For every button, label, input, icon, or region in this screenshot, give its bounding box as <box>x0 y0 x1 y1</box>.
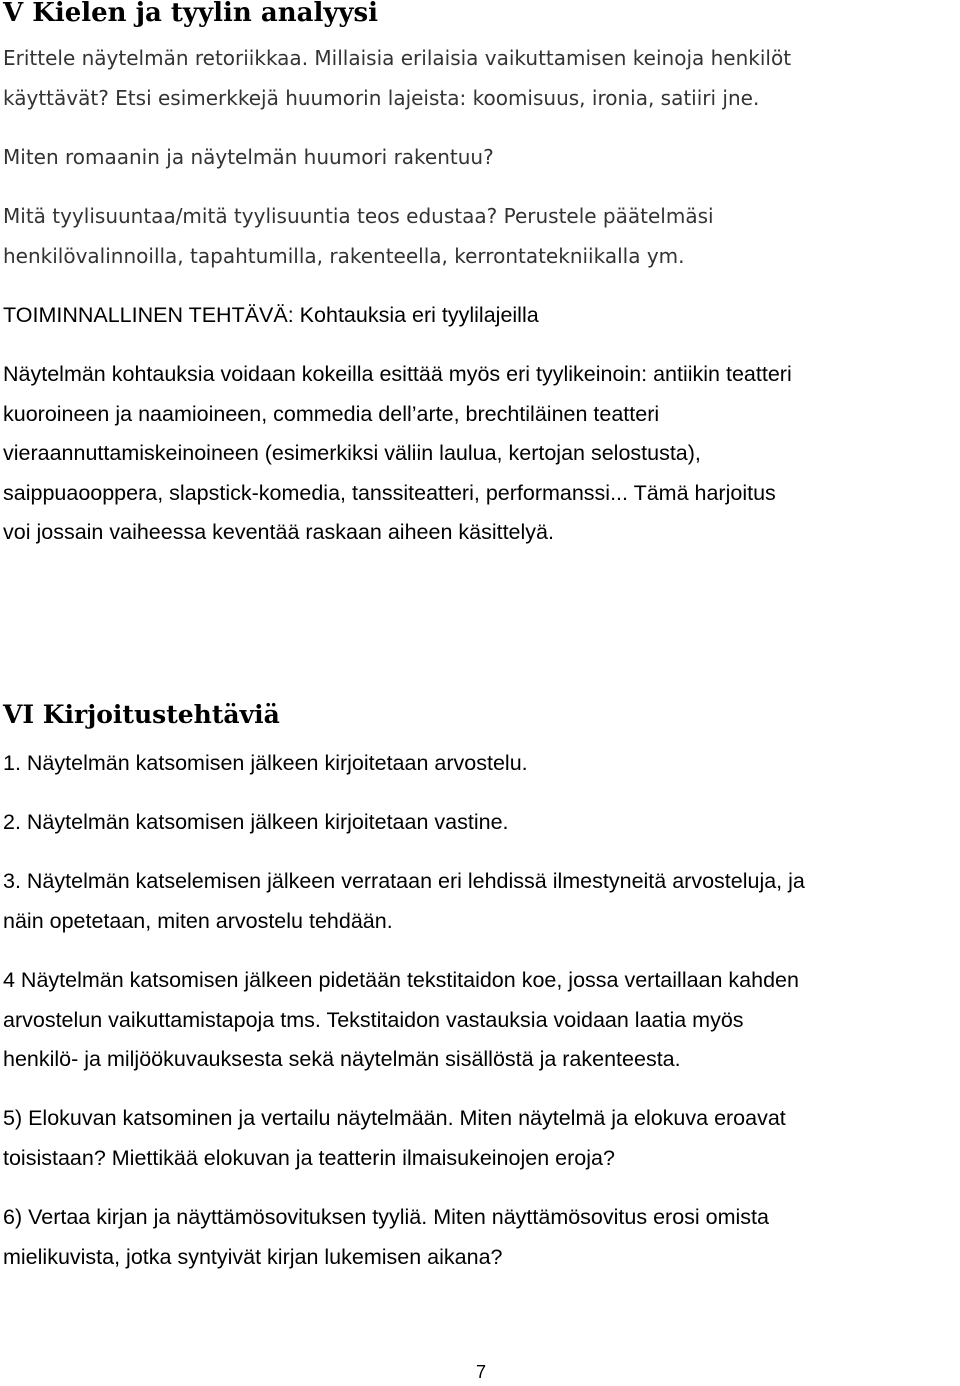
text-line: mielikuvista, jotka syntyivät kirjan lukemisen aikana? <box>3 1244 503 1269</box>
writing-task-2 <box>3 803 960 843</box>
writing-task-3 <box>3 862 960 941</box>
page-number: 7 <box>476 1362 487 1382</box>
writing-task-1 <box>3 744 960 784</box>
section-5-paragraph-rhetoric <box>3 38 960 118</box>
section-5-paragraph-style <box>3 196 960 276</box>
text-line: toisistaan? Miettikää elokuvan ja teatterin ilmaisukeinojen eroja? <box>3 1145 615 1170</box>
section-5-paragraph-humor <box>3 137 960 177</box>
text-line: 5) Elokuvan katsominen ja vertailu näytelmään. Miten näytelmä ja elokuva eroavat <box>3 1106 786 1130</box>
functional-task-text <box>3 355 960 553</box>
text-line: henkilövalinnoilla, tapahtumilla, rakenteella, kerrontatekniikalla ym. <box>3 244 685 268</box>
text-line: Mitä tyylisuuntaa/mitä tyylisuuntia teos edustaa? Perustele päätelmäsi <box>3 204 714 228</box>
text-line: käyttävät? Etsi esimerkkejä huumorin lajeista: koomisuus, ironia, satiiri jne. <box>3 86 760 110</box>
writing-task-4 <box>3 961 960 1080</box>
text-line: TOIMINNALLINEN TEHTÄVÄ: Kohtauksia eri tyylilajeilla <box>3 303 539 327</box>
text-line: vieraannuttamiskeinoineen (esimerkiksi väliin laulua, kertojan selostusta), <box>3 441 701 465</box>
functional-task-title <box>3 296 960 336</box>
text-line: Näytelmän kohtauksia voidaan kokeilla esittää myös eri tyylikeinoin: antiikin teatteri <box>3 362 792 386</box>
text-line: kuoroineen ja naamioineen, commedia dell’arte, brechtiläinen teatteri <box>3 401 660 426</box>
text-line: arvostelun vaikuttamistapoja tms. Tekstitaidon vastauksia voidaan laatia myös <box>3 1007 744 1032</box>
text-line: voi jossain vaiheessa keventää raskaan aiheen käsittelyä. <box>3 520 554 544</box>
text-line: Miten romaanin ja näytelmän huumori rakentuu? <box>3 145 494 169</box>
section-5-heading: V Kielen ja tyylin analyysi <box>3 0 379 28</box>
text-line: 4 Näytelmän katsomisen jälkeen pidetään tekstitaidon koe, jossa vertaillaan kahden <box>3 968 799 992</box>
text-line: 3. Näytelmän katselemisen jälkeen verrataan eri lehdissä ilmestyneitä arvosteluja, ja <box>3 869 805 893</box>
text-line: 6) Vertaa kirjan ja näyttämösovituksen tyyliä. Miten näyttämösovitus erosi omista <box>3 1205 769 1229</box>
writing-task-5 <box>3 1099 960 1178</box>
text-line: näin opetetaan, miten arvostelu tehdään. <box>3 908 393 933</box>
text-line: Erittele näytelmän retoriikkaa. Millaisia erilaisia vaikuttamisen keinoja henkilöt <box>3 46 792 70</box>
writing-task-6 <box>3 1198 960 1277</box>
text-line: 2. Näytelmän katsomisen jälkeen kirjoitetaan vastine. <box>3 810 509 834</box>
text-line: 1. Näytelmän katsomisen jälkeen kirjoitetaan arvostelu. <box>3 751 528 775</box>
text-line: henkilö- ja miljöökuvauksesta sekä näytelmän sisällöstä ja rakenteesta. <box>3 1047 681 1071</box>
text-line: saippuaooppera, slapstick-komedia, tanssiteatteri, performanssi... Tämä harjoitus <box>3 480 776 505</box>
section-6-heading: VI Kirjoitustehtäviä <box>3 700 280 729</box>
